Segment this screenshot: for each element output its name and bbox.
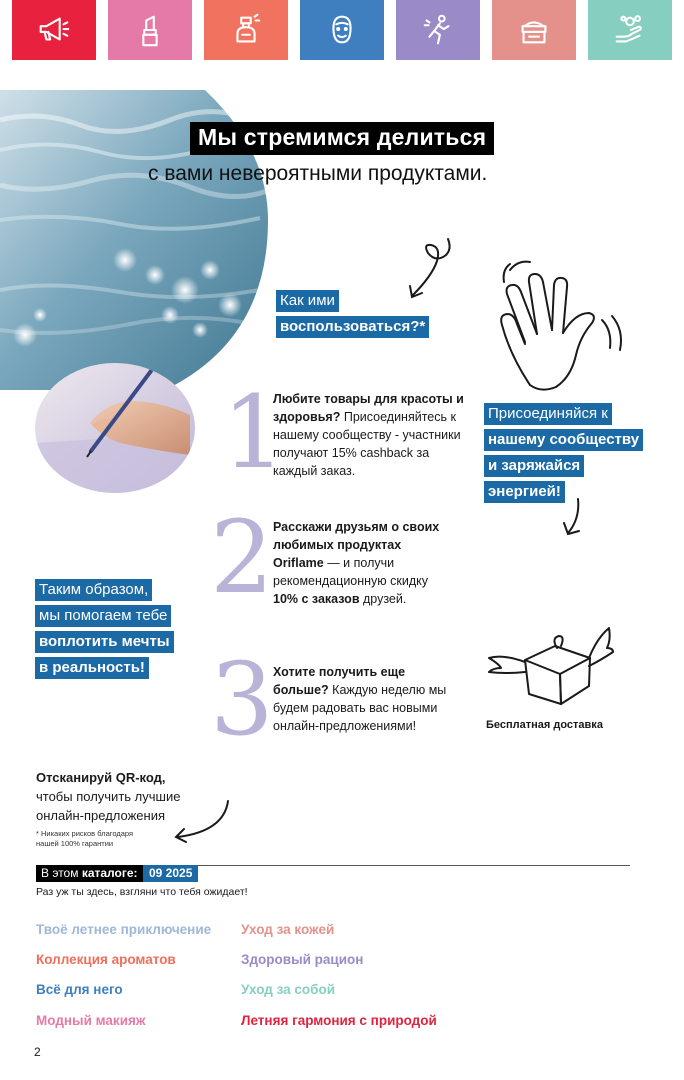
tile-personal-care[interactable] — [588, 0, 672, 60]
tile-wellness[interactable] — [396, 0, 480, 60]
qr-prompt — [36, 768, 180, 825]
qr-line-1: Отсканируй QR-код, — [36, 770, 166, 785]
writing-hand-photo — [35, 363, 195, 493]
join-line-3: и заряжайся — [484, 455, 584, 477]
megaphone-icon — [35, 11, 73, 49]
man-face-icon — [323, 11, 361, 49]
step-2-text — [273, 518, 453, 608]
section-link-makeup[interactable]: Модный макияж — [36, 1013, 146, 1028]
catalog-label-prefix: В этом — [41, 866, 82, 880]
step-1-body: Присоединяйтесь к нашему сообществу - участники получают 15% cashback за каждый заказ. — [273, 410, 461, 478]
thus-line-1: Таким образом, — [35, 579, 152, 601]
lipstick-icon — [131, 11, 169, 49]
join-callout — [484, 403, 643, 507]
step-number-2: 2 — [210, 499, 274, 616]
hand-care-icon — [611, 11, 649, 49]
guarantee-note: * Никаких рисков благодаря нашей 100% гарантии — [36, 829, 134, 848]
step-number-3: 3 — [210, 641, 274, 758]
catalog-label — [36, 865, 143, 882]
qr-line-3: онлайн-предложения — [36, 808, 166, 823]
wellness-runner-icon — [419, 11, 457, 49]
step-2-bold: Расскажи друзьям о своих любимых продуктах Oriflame — [273, 520, 440, 570]
step-2-body: — и получи рекомендационную скидку — [273, 556, 429, 588]
down-arrow-icon — [560, 495, 590, 540]
flying-box-icon — [485, 620, 615, 710]
section-link-healthy-diet[interactable]: Здоровый рацион — [241, 952, 364, 967]
howto-callout — [276, 290, 429, 342]
section-link-summer-adventure[interactable]: Твоё летнее приключение — [36, 922, 212, 937]
thus-line-2: мы помогаем тебе — [35, 605, 171, 627]
section-link-self-care[interactable]: Уход за собой — [241, 982, 336, 997]
tile-men[interactable] — [300, 0, 384, 60]
join-line-1: Присоединяйся к — [484, 403, 612, 425]
step-2-bold-discount: 10% с заказов — [273, 592, 360, 606]
free-shipping-label: Бесплатная доставка — [486, 719, 603, 731]
step-3-body: Каждую неделю мы будем радовать вас новыми онлайн-предложениями! — [273, 683, 447, 733]
catalog-issue-badge: 09 2025 — [143, 865, 198, 882]
tile-makeup[interactable] — [108, 0, 192, 60]
headline-line-1: Мы стремимся делиться — [190, 122, 494, 155]
step-2-body-end: друзей. — [359, 592, 407, 606]
headline-line-2: с вами невероятными продуктами. — [148, 162, 488, 185]
tile-promotions[interactable] — [12, 0, 96, 60]
step-3-bold: Хотите получить еще больше? — [273, 665, 406, 697]
tile-fragrance[interactable] — [204, 0, 288, 60]
page-number: 2 — [34, 1045, 41, 1059]
section-link-for-him[interactable]: Всё для него — [36, 982, 123, 997]
howto-line-1: Как ими — [276, 290, 339, 312]
thus-line-4: в реальность! — [35, 657, 149, 679]
step-1-bold: Любите товары для красоты и здоровья? — [273, 392, 464, 424]
step-1-text — [273, 390, 473, 480]
curved-arrow-icon — [160, 795, 240, 845]
tile-skincare[interactable] — [492, 0, 576, 60]
skincare-jar-icon — [515, 11, 553, 49]
dreams-callout — [35, 579, 174, 683]
join-line-4: энергией! — [484, 481, 565, 503]
waving-hand-icon — [490, 250, 640, 400]
catalog-label-bold: каталоге: — [81, 866, 138, 880]
catalog-subtitle: Раз уж ты здесь, взгляни что тебя ожидает! — [36, 886, 248, 898]
howto-line-2: воспользоваться?* — [276, 316, 429, 338]
perfume-icon — [227, 11, 265, 49]
section-link-fragrance[interactable]: Коллекция ароматов — [36, 952, 176, 967]
section-link-skincare[interactable]: Уход за кожей — [241, 922, 335, 937]
category-tiles — [12, 0, 672, 60]
qr-line-2: чтобы получить лучшие — [36, 789, 181, 804]
step-number-1: 1 — [222, 374, 286, 491]
section-link-summer-harmony[interactable]: Летняя гармония с природой — [241, 1013, 437, 1028]
thus-line-3: воплотить мечты — [35, 631, 174, 653]
step-3-text — [273, 663, 463, 735]
join-line-2: нашему сообществу — [484, 429, 643, 451]
